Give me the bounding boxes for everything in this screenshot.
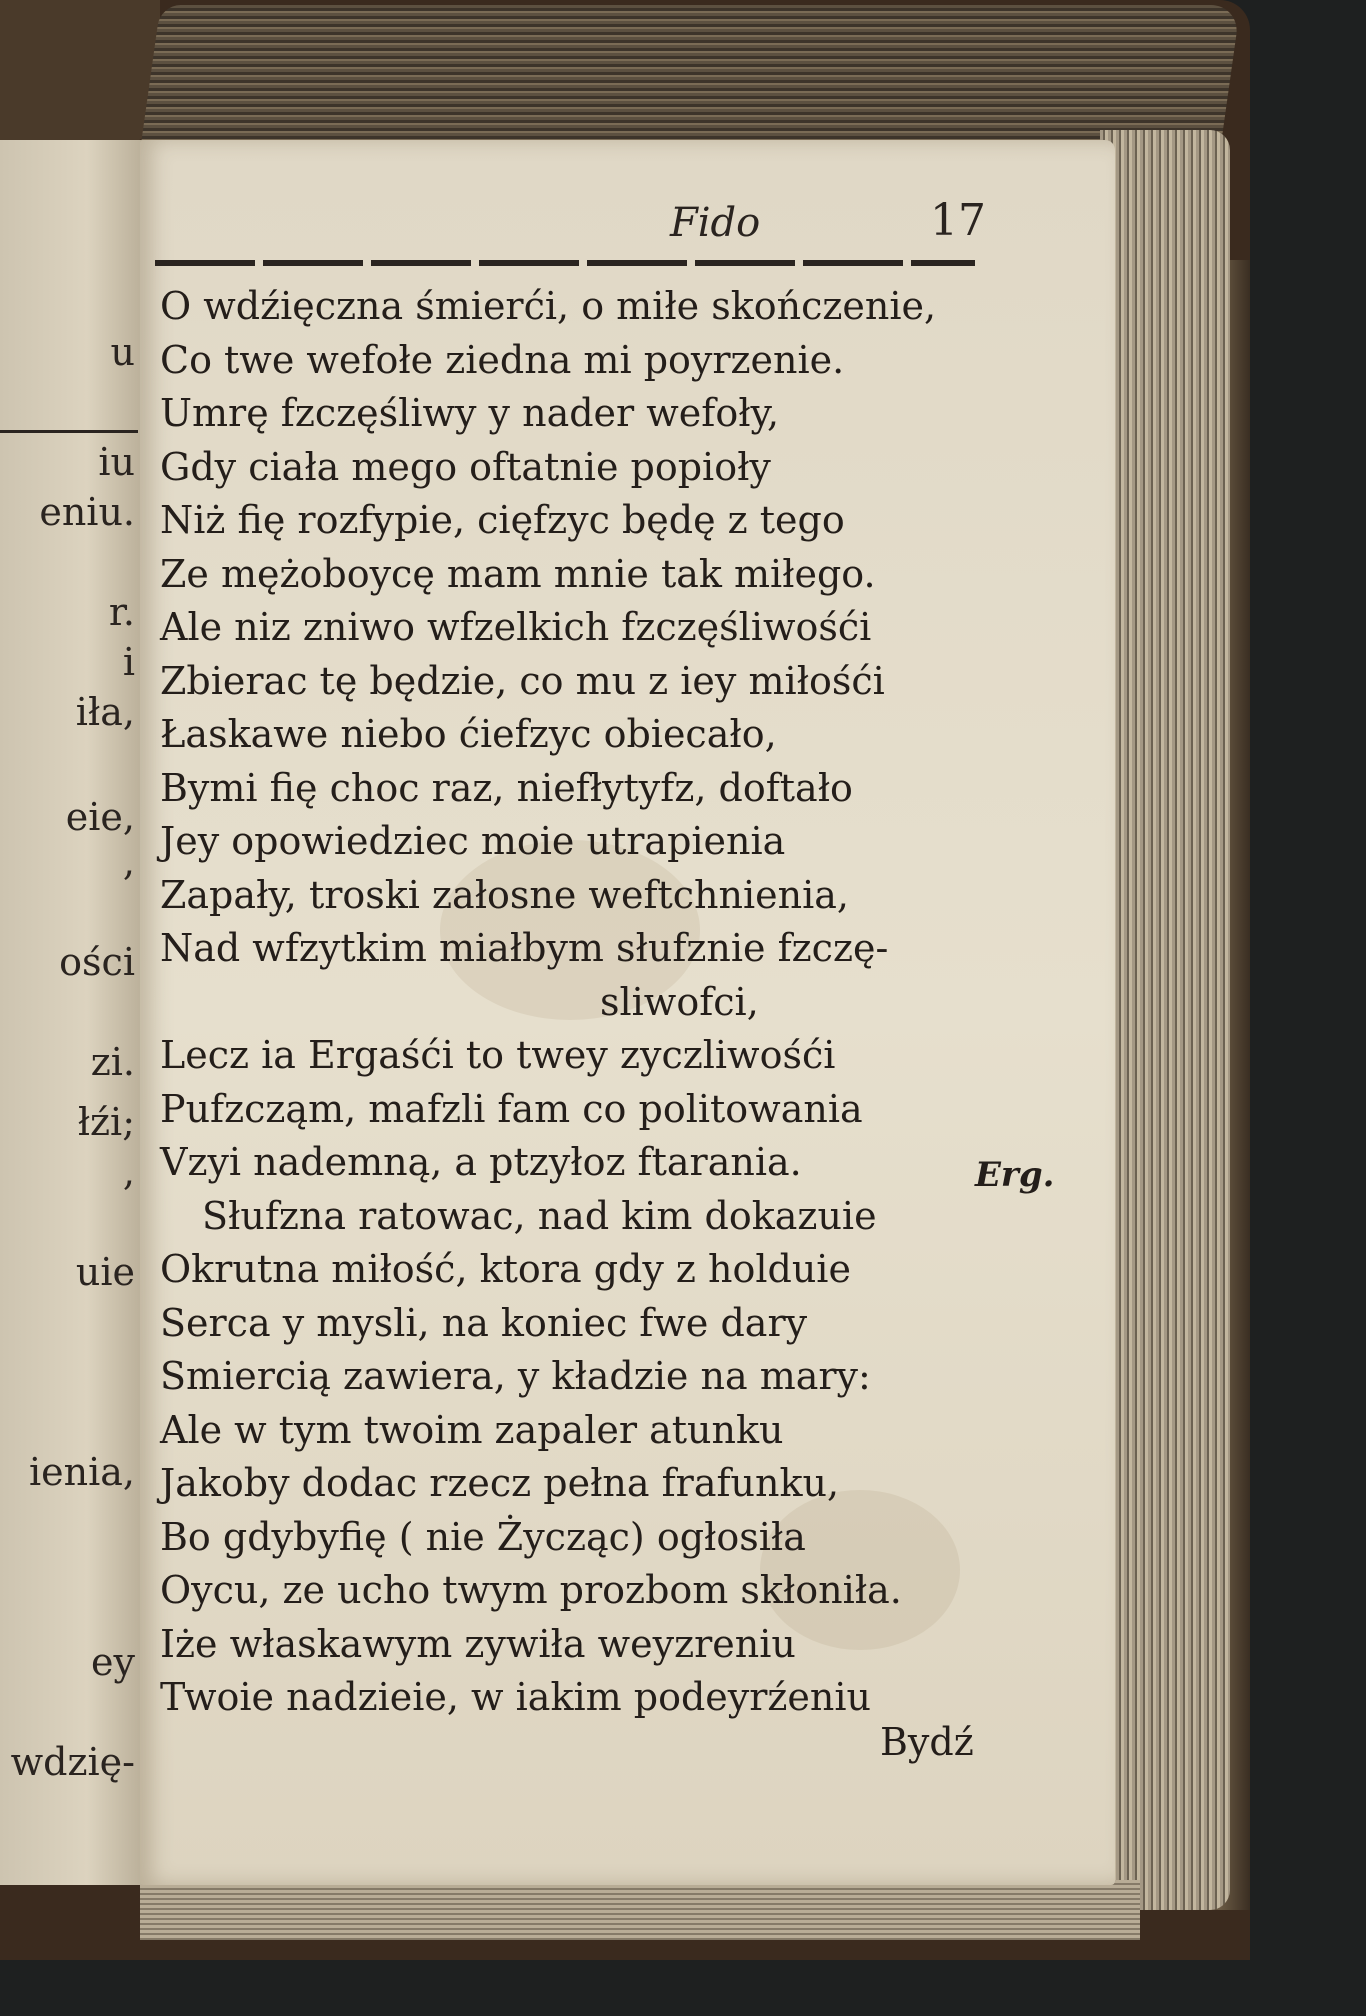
poem-line: Okrutna miłość, ktora gdy z holduie	[160, 1247, 851, 1291]
poem-line: Słufzna ratowac, nad kim dokazuie	[202, 1193, 877, 1238]
poem-line: Co twe wefołe ziedna mi poyrzenie.	[160, 337, 845, 382]
header-rule	[155, 260, 975, 266]
poem-line-runover: sliwofci,	[600, 979, 759, 1024]
poem-line: Twoie nadzieie, w iakim podeyrźeniu	[160, 1675, 871, 1719]
poem-line: Gdy ciała mego oftatnie popioły	[160, 444, 771, 489]
left-fragment: r.	[108, 590, 135, 634]
left-fragment: łźi;	[77, 1100, 135, 1144]
poem-line: Niż fię rozfypie, cięfzyc będę z tego	[160, 498, 845, 542]
poem-line: Pufzcząm, mafzli fam co politowania	[160, 1086, 863, 1131]
poem-line: Ze mężoboycę mam mnie tak miłego.	[160, 551, 876, 596]
right-page	[140, 140, 1115, 1885]
page-stack-bottom	[140, 1880, 1140, 1940]
book-spine	[0, 0, 160, 145]
page-stack-top	[139, 5, 1240, 155]
left-page-fragments	[0, 140, 145, 1885]
poem-line: Jey opowiedziec moie utrapienia	[160, 819, 786, 863]
left-fragment: uie	[75, 1250, 135, 1294]
left-fragment: i	[122, 640, 135, 684]
left-page	[0, 140, 145, 1885]
poem-line: Nad wfzytkim miałbym słufznie fzczę-	[160, 926, 889, 970]
poem-line: Iże właskawym zywiła weyzreniu	[160, 1621, 796, 1666]
poem-line: Serca y mysli, na koniec fwe dary	[160, 1300, 808, 1345]
poem-line: Lecz ia Ergaśći to twey zyczliwośći	[160, 1033, 836, 1077]
left-fragment: ey	[91, 1640, 135, 1684]
poem-line: Bymi fię choc raz, niefłytyfz, doftało	[160, 765, 853, 810]
poem-line: Jakoby dodac rzecz pełna frafunku,	[160, 1461, 840, 1505]
speaker-label: Erg.	[975, 1155, 1055, 1195]
left-fragment: wdzię-	[10, 1740, 135, 1784]
poem-line: O wdźięczna śmierći, o miłe skończenie,	[160, 284, 937, 328]
page-stack-right	[1100, 130, 1230, 1910]
left-fragment: ,	[122, 840, 135, 884]
poem-line: Vzyi nademną, a ptzyłoz ftarania.	[160, 1140, 802, 1184]
left-fragment: u	[110, 330, 135, 374]
left-fragment: iła,	[75, 690, 135, 734]
poem-line: Smiercią zawiera, y kładzie na mary:	[160, 1354, 871, 1398]
poem-line: Ale niz zniwo wfzelkich fzczęśliwośći	[160, 605, 872, 649]
poem-line: Umrę fzczęśliwy y nader wefoły,	[160, 391, 780, 435]
poem-line: Oycu, ze ucho twym prozbom skłoniła.	[160, 1568, 902, 1612]
poem-line: Ale w tym twoim zapaler atunku	[160, 1407, 784, 1452]
poem-line: Łaskawe niebo ćiefzyc obiecało,	[160, 712, 777, 756]
left-fragment: zi.	[90, 1040, 135, 1084]
poem-line: Zbierac tę będzie, co mu z iey miłośći	[160, 658, 885, 703]
poem-text	[160, 280, 936, 1725]
left-fragment: ości	[59, 940, 135, 984]
left-fragment: ,	[122, 1150, 135, 1194]
catchword: Bydź	[880, 1720, 974, 1764]
poem-line: Zapały, troski załosne weftchnienia,	[160, 872, 850, 917]
running-head: Fido	[670, 200, 761, 246]
left-fragment: iu	[98, 440, 135, 484]
left-fragment: ienia,	[28, 1450, 135, 1494]
poem-line: Bo gdybyfię ( nie Życząc) ogłosiła	[160, 1514, 806, 1559]
left-fragment: eie,	[65, 795, 135, 839]
left-fragment: eniu.	[39, 490, 135, 534]
page-number: 17	[930, 195, 986, 246]
